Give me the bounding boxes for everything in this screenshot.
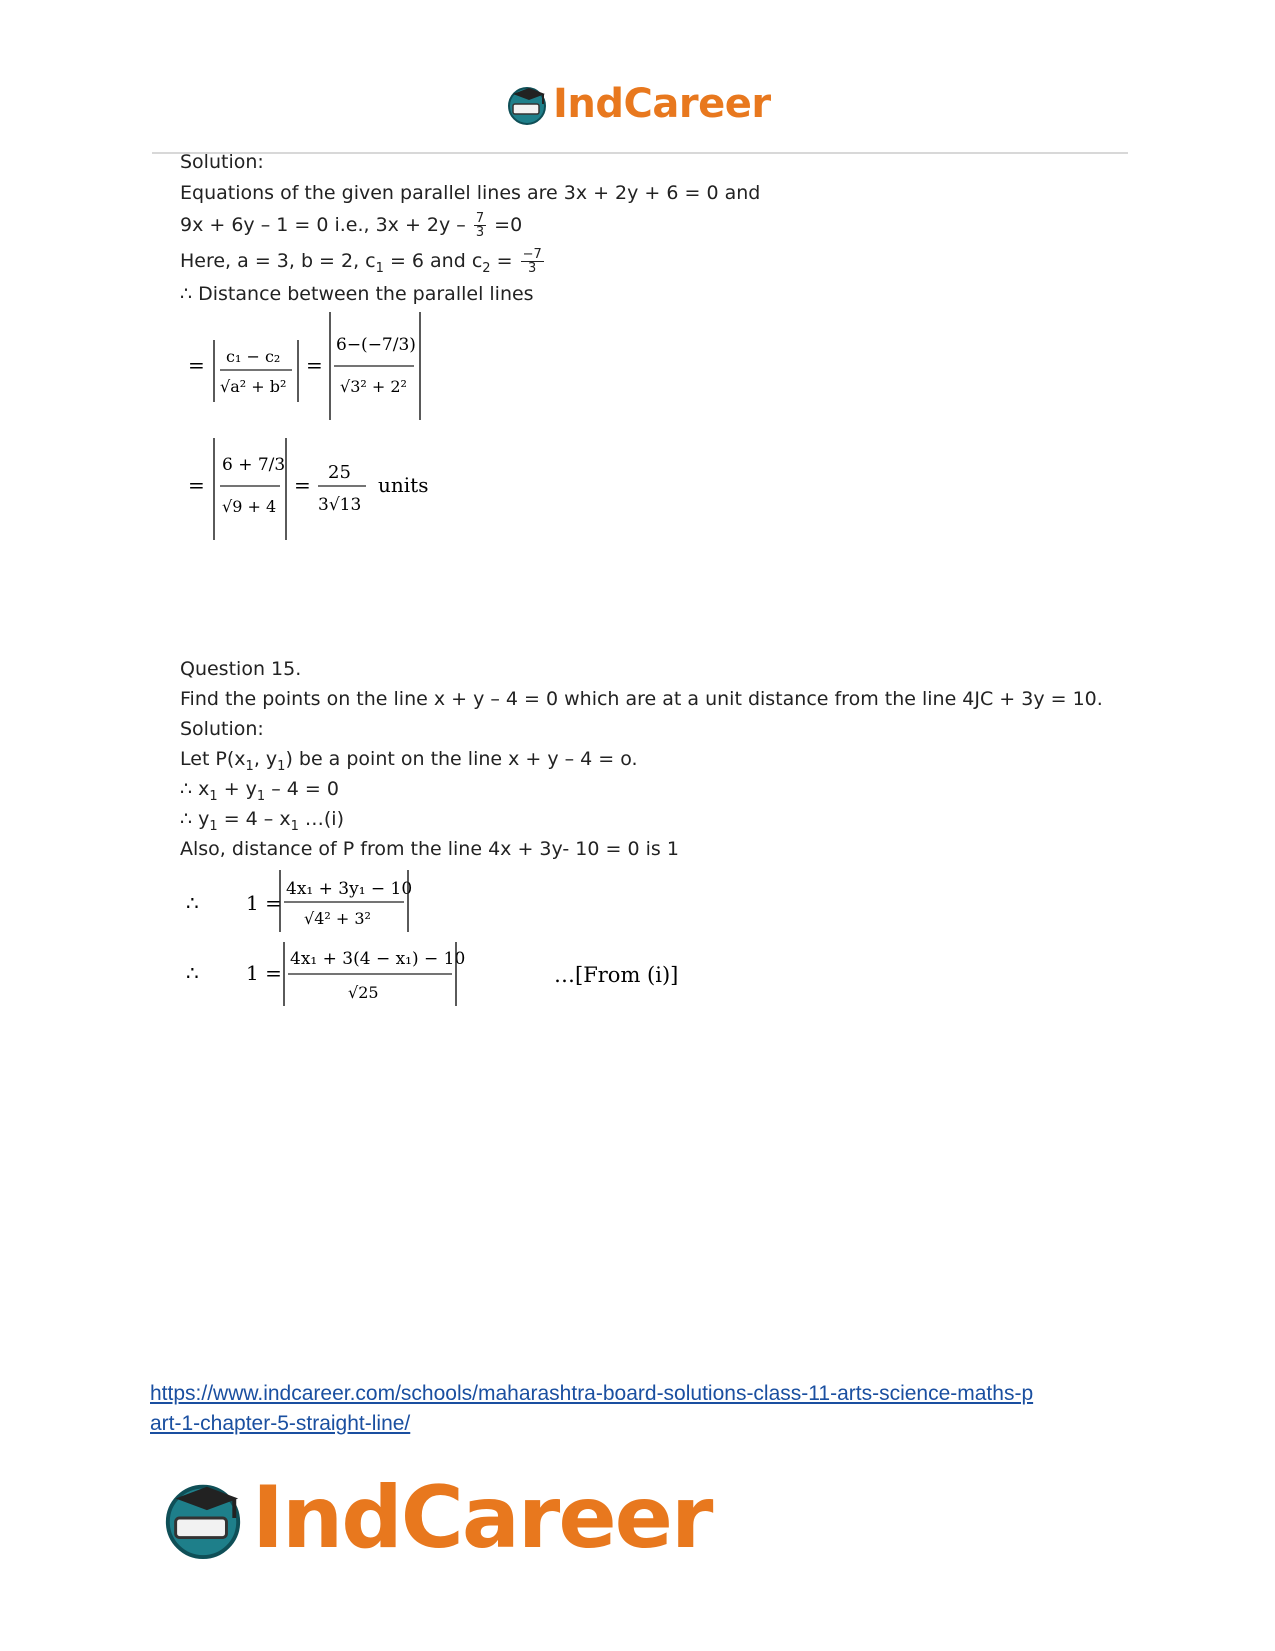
step-two: ∴ $y_1 = 4 - x_1$ …(i): [180, 808, 345, 834]
question-15-text: Find the points on the line x + y – 4 = 0 which are at a unit distance from the line 4JC + 3y = 10.: [180, 688, 1103, 710]
svg-text:√25: √25: [348, 983, 379, 1002]
source-link-line-1[interactable]: https://www.indcareer.com/schools/maharashtra-board-solutions-class-11-arts-science-maths-p: [150, 1382, 1034, 1405]
svg-text:units: units: [378, 473, 429, 497]
svg-text:c₁ − c₂: c₁ − c₂: [226, 347, 281, 366]
svg-text:4x₁ + 3(4 − x₁) − 10: 4x₁ + 3(4 − x₁) − 10: [290, 949, 466, 969]
svg-text:∴: ∴: [186, 961, 199, 985]
svg-text:25: 25: [328, 462, 351, 483]
svg-text:4x₁ + 3y₁ − 10: 4x₁ + 3y₁ − 10: [286, 879, 413, 899]
solution-label: Solution:: [180, 718, 264, 740]
svg-text:=: =: [188, 473, 205, 497]
svg-text:√9 + 4: √9 + 4: [222, 497, 277, 516]
logo-globe-icon: [160, 1475, 246, 1561]
logo-globe-icon: [505, 82, 549, 126]
step-one: ∴ $x_1 + y_1 - 4 = 0$: [180, 778, 339, 804]
svg-text:=: =: [188, 353, 205, 377]
also-distance-text: Also, distance of P from the line 4x + 3y- 10 = 0 is 1: [180, 838, 679, 860]
svg-text:…[From (i)]: …[From (i)]: [554, 963, 679, 987]
footer-logo: [160, 1468, 711, 1568]
svg-text:3√13: 3√13: [318, 495, 362, 515]
let-point-line: Let $P(x_1$, $y_1$) be a point on the line x + y – 4 = o.: [180, 748, 638, 774]
svg-text:6−(−7/3): 6−(−7/3): [336, 335, 416, 355]
svg-text:6 + 7/3: 6 + 7/3: [222, 455, 286, 475]
substitution-math: [180, 940, 700, 1010]
fraction: $\frac{7}{3}$: [475, 211, 485, 240]
distance-text: ∴ Distance between the parallel lines: [180, 283, 534, 305]
equation-second: 9x + 6y – 1 = 0 i.e., 3x + 2y – $\frac{7}{3}$ =0: [180, 211, 523, 240]
svg-text:=: =: [294, 473, 311, 497]
source-link-line-2[interactable]: art-1-chapter-5-straight-line/: [150, 1412, 411, 1435]
equation-intro: Equations of the given parallel lines are 3x + 2y + 6 = 0 and: [180, 182, 761, 204]
svg-text:√a² + b²: √a² + b²: [220, 377, 287, 396]
header-brand: IndCareer: [553, 81, 771, 127]
coefficients-line: Here, a = 3, b = 2, $c_1 = 6$ and $c_2$ = $\frac{-7}{3}$: [180, 247, 542, 276]
distance-formula-math: [180, 310, 440, 430]
solution-label: Solution:: [180, 151, 264, 173]
fraction: $\frac{-7}{3}$: [522, 247, 542, 276]
footer-brand: IndCareer: [252, 1468, 712, 1568]
header-logo: [505, 78, 771, 130]
svg-text:=: =: [306, 353, 323, 377]
svg-text:∴: ∴: [186, 891, 199, 915]
unit-distance-math: [180, 866, 440, 936]
svg-text:√4² + 3²: √4² + 3²: [304, 909, 371, 928]
svg-text:1 =: 1 =: [246, 891, 282, 915]
header-divider: [152, 152, 1128, 154]
question-15-label: Question 15.: [180, 658, 302, 680]
distance-result-math: [180, 434, 460, 544]
svg-text:1 =: 1 =: [246, 961, 282, 985]
svg-text:√3² + 2²: √3² + 2²: [340, 377, 407, 396]
